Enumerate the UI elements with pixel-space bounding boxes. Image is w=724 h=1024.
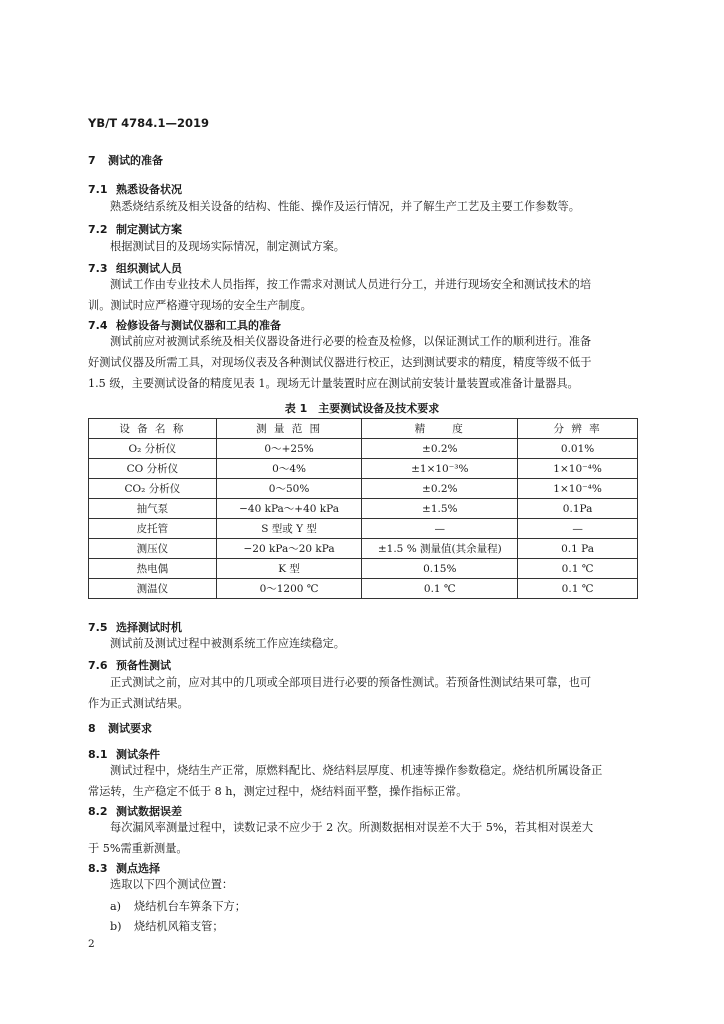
table-cell: 1×10⁻⁴% xyxy=(518,479,638,499)
section-7-2-heading: 7.2 制定测试方案 xyxy=(88,223,182,236)
table-cell: ±0.2% xyxy=(362,439,518,459)
header-range: 测 量 范 围 xyxy=(216,419,362,439)
table-cell: — xyxy=(362,519,518,539)
table-cell: 0.1 ℃ xyxy=(362,579,518,599)
table-cell: 0～+25% xyxy=(216,439,362,459)
section-7-5-body: 测试前及测试过程中被测系统工作应连续稳定。 xyxy=(110,637,345,650)
section-8-1-body: 测试过程中，烧结生产正常，原燃料配比、烧结料层厚度、机速等操作参数稳定。烧结机所属设备正 常运转，生产稳定不低于 8 h，测定过程中，烧结料面平整，操作指标正常。 xyxy=(88,764,603,798)
section-7-4-heading: 7.4 检修设备与测试仪器和工具的准备 xyxy=(88,319,281,332)
section-7-1-heading: 7.1 熟悉设备状况 xyxy=(88,183,182,196)
table-row xyxy=(89,459,638,479)
table-row xyxy=(89,559,638,579)
table-cell: 0.1 ℃ xyxy=(518,559,638,579)
table-cell: 0.1 ℃ xyxy=(518,579,638,599)
section-7-1-body: 熟悉烧结系统及相关设备的结构、性能、操作及运行情况，并了解生产工艺及主要工作参数等。 xyxy=(110,200,580,213)
table-cell: 0.1 Pa xyxy=(518,539,638,559)
section-7-5-heading: 7.5 选择测试时机 xyxy=(88,621,182,634)
table-cell: O₂ 分析仪 xyxy=(89,439,217,459)
table-cell: 热电偶 xyxy=(89,559,217,579)
header-resolution: 分 辨 率 xyxy=(518,419,638,439)
table-caption: 表 1 主要测试设备及技术要求 xyxy=(284,402,440,415)
table-cell: CO₂ 分析仪 xyxy=(89,479,217,499)
table-cell: ±1.5 % 测量值(其余量程) xyxy=(362,539,518,559)
section-8-3-heading: 8.3 测点选择 xyxy=(88,862,160,875)
table-cell: −20 kPa～20 kPa xyxy=(216,539,362,559)
table-cell: ±1×10⁻³% xyxy=(362,459,518,479)
section-7-4-body: 测试前应对被测试系统及相关仪器设备进行必要的检查及检修，以保证测试工作的顺利进行。准备 好测试仪器及所需工具，对现场仪表及各种测试仪器进行校正，达到测试要求的精度，精度等级不低于 1.5 级，主要测试设备的精度见表 1。现场无计量装置时应在测试前安装计量装置或准备计量器具。 xyxy=(88,335,592,390)
header-accuracy: 精 度 xyxy=(362,419,518,439)
page-number: 2 xyxy=(88,938,95,950)
table-row xyxy=(89,499,638,519)
table-cell: 0～4% xyxy=(216,459,362,479)
table-row xyxy=(89,519,638,539)
table-row xyxy=(89,439,638,459)
section-7-6-body: 正式测试之前，应对其中的几项或全部项目进行必要的预备性测试。若预备性测试结果可靠，也可 作为正式测试结果。 xyxy=(88,676,592,710)
list-item: a) 烧结机台车箅条下方； xyxy=(110,900,246,913)
table-cell: 0.01% xyxy=(518,439,638,459)
table-cell: 0.1Pa xyxy=(518,499,638,519)
table-cell: 0～1200 ℃ xyxy=(216,579,362,599)
section-7-heading: 7 测试的准备 xyxy=(88,154,163,167)
table-header-row xyxy=(89,419,638,439)
table-cell: ±1.5% xyxy=(362,499,518,519)
table-row xyxy=(89,579,638,599)
table-cell: ±0.2% xyxy=(362,479,518,499)
header-equipment: 设 备 名 称 xyxy=(89,419,217,439)
table-cell: 抽气泵 xyxy=(89,499,217,519)
table-cell: 0～50% xyxy=(216,479,362,499)
section-7-6-heading: 7.6 预备性测试 xyxy=(88,659,171,672)
table-cell: 测温仪 xyxy=(89,579,217,599)
section-8-2-body: 每次漏风率测量过程中，读数记录不应少于 2 次。所测数据相对误差不大于 5%，若其相对误差大 于 5%需重新测量。 xyxy=(88,821,594,855)
table-cell: S 型或 Y 型 xyxy=(216,519,362,539)
section-7-3-heading: 7.3 组织测试人员 xyxy=(88,262,182,275)
table-cell: K 型 xyxy=(216,559,362,579)
table-cell: CO 分析仪 xyxy=(89,459,217,479)
table-row xyxy=(89,539,638,559)
list-item: b) 烧结机风箱支管； xyxy=(110,920,224,933)
table-row xyxy=(89,479,638,499)
section-8-1-heading: 8.1 测试条件 xyxy=(88,748,160,761)
table-cell: −40 kPa～+40 kPa xyxy=(216,499,362,519)
table-cell: 测压仪 xyxy=(89,539,217,559)
section-8-heading: 8 测试要求 xyxy=(88,722,152,735)
equipment-table xyxy=(88,418,638,599)
table-cell: 皮托管 xyxy=(89,519,217,539)
section-7-2-body: 根据测试目的及现场实际情况，制定测试方案。 xyxy=(110,240,345,253)
document-code: YB/T 4784.1—2019 xyxy=(88,116,210,130)
section-8-2-heading: 8.2 测试数据误差 xyxy=(88,805,182,818)
section-8-3-body: 选取以下四个测试位置： xyxy=(110,878,234,891)
table-cell: 0.15% xyxy=(362,559,518,579)
table-cell: — xyxy=(518,519,638,539)
table-cell: 1×10⁻⁴% xyxy=(518,459,638,479)
section-7-3-body: 测试工作由专业技术人员指挥，按工作需求对测试人员进行分工，并进行现场安全和测试技术的培 训。测试时应严格遵守现场的安全生产制度。 xyxy=(88,278,592,312)
